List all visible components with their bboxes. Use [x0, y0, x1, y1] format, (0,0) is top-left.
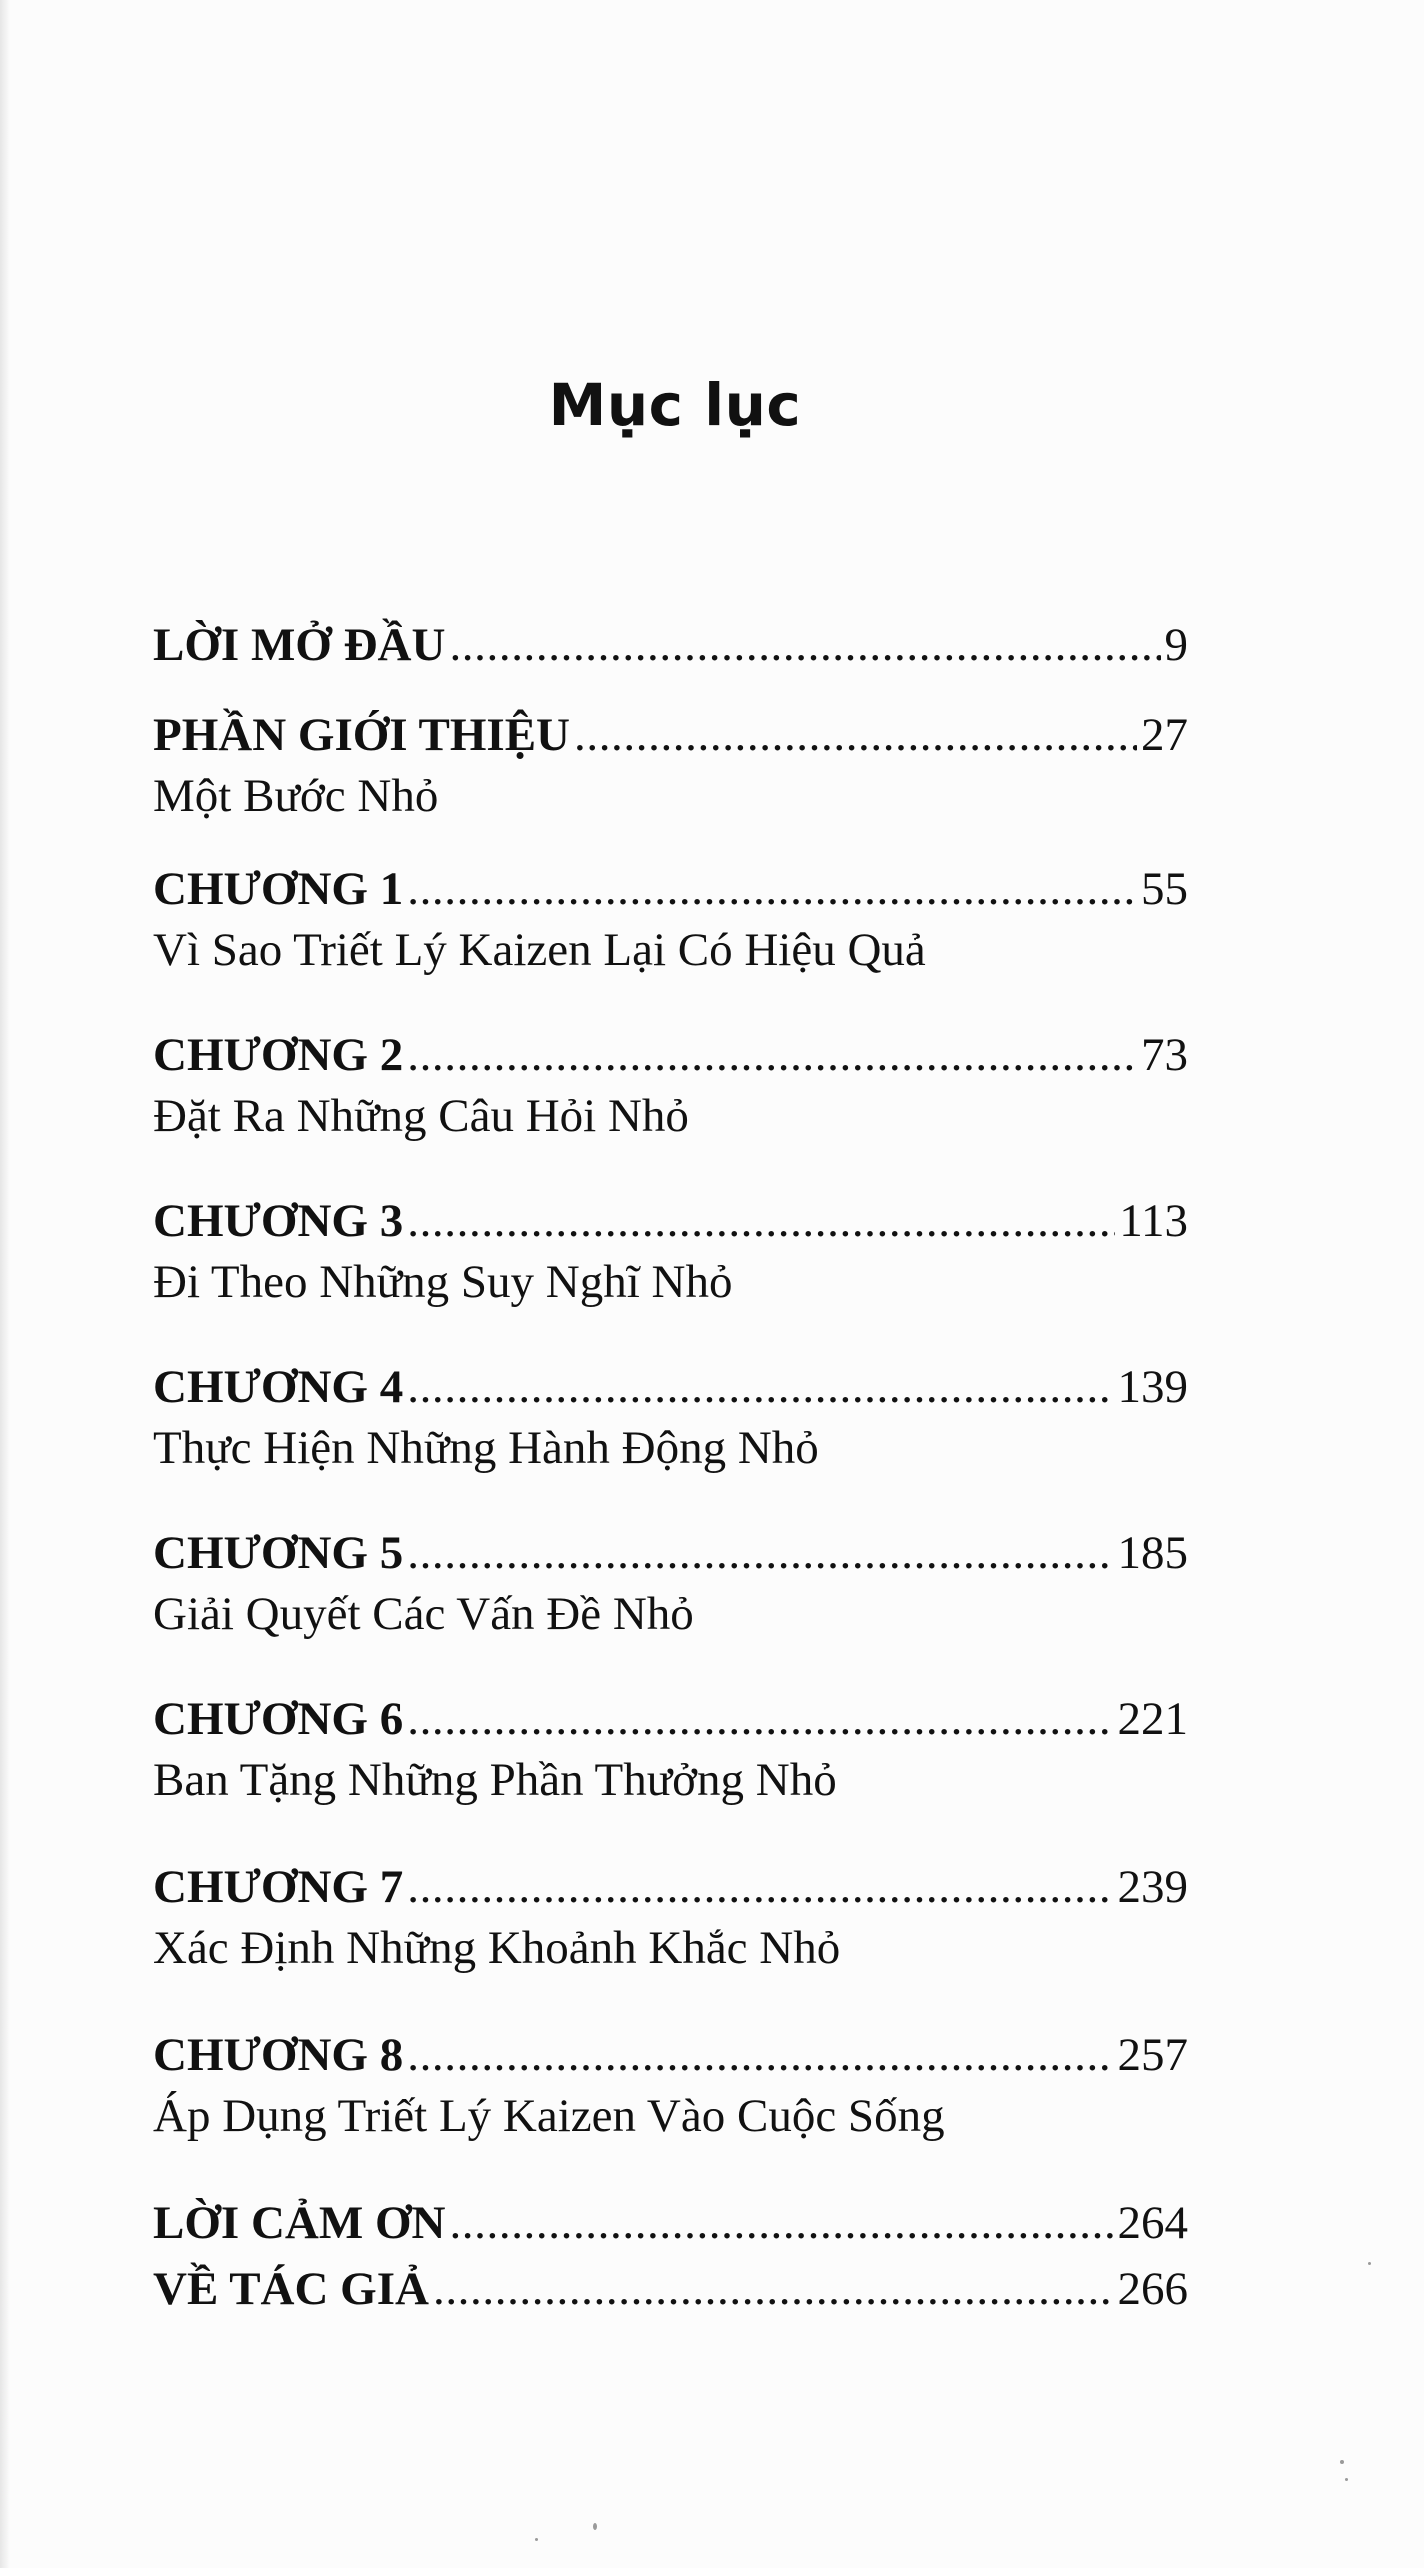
toc-entry-subtitle: Xác Định Những Khoảnh Khắc Nhỏ — [153, 1922, 841, 1974]
toc-entry-page: 264 — [1117, 2197, 1188, 2249]
toc-entry-line — [153, 863, 1188, 915]
dot-leader — [407, 1696, 1113, 1743]
dot-leader — [407, 2032, 1113, 2079]
dot-leader — [407, 1198, 1115, 1245]
toc-entry-chuong-1 — [153, 863, 1188, 976]
toc-entry-page: 139 — [1117, 1361, 1188, 1413]
dot-leader — [574, 712, 1137, 759]
toc-entry-page: 257 — [1117, 2029, 1188, 2081]
toc-entry-subtitle: Giải Quyết Các Vấn Đề Nhỏ — [153, 1588, 694, 1640]
toc-entry-line — [153, 1029, 1188, 1081]
dot-leader — [407, 1864, 1113, 1911]
toc-entry-subtitle: Vì Sao Triết Lý Kaizen Lại Có Hiệu Quả — [153, 924, 926, 976]
toc-entry-chuong-7 — [153, 1861, 1188, 1974]
page-title: Mục lục — [548, 371, 802, 439]
toc-entry-line — [153, 1527, 1188, 1579]
toc-entry-label: VỀ TÁC GIẢ — [153, 2263, 429, 2315]
dot-leader — [407, 866, 1137, 913]
toc-entry-phan-gioi-thieu — [153, 709, 1188, 822]
scan-speck — [535, 2538, 538, 2541]
toc-entry-page: 185 — [1117, 1527, 1188, 1579]
toc-entry-chuong-2 — [153, 1029, 1188, 1142]
toc-entry-line — [153, 2263, 1188, 2315]
toc-entry-label: LỜI CẢM ƠN — [153, 2197, 446, 2249]
toc-entry-loi-mo-dau — [153, 619, 1188, 671]
scan-speck — [1340, 2460, 1344, 2464]
toc-entry-label: CHƯƠNG 8 — [153, 2029, 404, 2081]
toc-entry-label: CHƯƠNG 6 — [153, 1693, 404, 1745]
scan-speck — [1345, 2478, 1348, 2481]
toc-entry-line — [153, 1861, 1188, 1913]
toc-entry-line — [153, 2197, 1188, 2249]
toc-entry-line — [153, 1693, 1188, 1745]
toc-entry-page: 239 — [1117, 1861, 1188, 1913]
toc-entry-chuong-3 — [153, 1195, 1188, 1308]
toc-entry-loi-cam-on — [153, 2197, 1188, 2249]
toc-entry-ve-tac-gia — [153, 2263, 1188, 2315]
scan-speck — [593, 2523, 597, 2530]
toc-entry-label: CHƯƠNG 5 — [153, 1527, 404, 1579]
toc-entry-subtitle: Đi Theo Những Suy Nghĩ Nhỏ — [153, 1256, 733, 1308]
toc-entry-page: 27 — [1141, 709, 1188, 761]
toc-entry-line — [153, 1361, 1188, 1413]
toc-entry-page: 266 — [1117, 2263, 1188, 2315]
toc-entry-subtitle: Thực Hiện Những Hành Động Nhỏ — [153, 1422, 819, 1474]
dot-leader — [449, 622, 1160, 669]
toc-entry-label: PHẦN GIỚI THIỆU — [153, 709, 570, 761]
toc-entry-label: LỜI MỞ ĐẦU — [153, 619, 446, 671]
dot-leader — [407, 1364, 1113, 1411]
toc-entry-line — [153, 2029, 1188, 2081]
toc-entry-subtitle: Ban Tặng Những Phần Thưởng Nhỏ — [153, 1754, 837, 1806]
toc-entry-page: 113 — [1119, 1195, 1188, 1247]
toc-entry-chuong-6 — [153, 1693, 1188, 1806]
toc-entry-subtitle: Một Bước Nhỏ — [153, 770, 439, 822]
toc-entry-line — [153, 1195, 1188, 1247]
dot-leader — [407, 1530, 1113, 1577]
toc-entry-line — [153, 709, 1188, 761]
toc-entry-label: CHƯƠNG 2 — [153, 1029, 404, 1081]
toc-entry-page: 221 — [1117, 1693, 1188, 1745]
toc-entry-label: CHƯƠNG 1 — [153, 863, 404, 915]
dot-leader — [407, 1032, 1137, 1079]
toc-entry-page: 9 — [1164, 619, 1188, 671]
scan-speck — [1368, 2262, 1371, 2265]
toc-entry-label: CHƯƠNG 3 — [153, 1195, 404, 1247]
toc-entry-label: CHƯƠNG 4 — [153, 1361, 404, 1413]
toc-entry-subtitle: Áp Dụng Triết Lý Kaizen Vào Cuộc Sống — [153, 2090, 945, 2142]
toc-entry-chuong-4 — [153, 1361, 1188, 1474]
toc-entry-line — [153, 619, 1188, 671]
toc-entry-label: CHƯƠNG 7 — [153, 1861, 404, 1913]
dot-leader — [433, 2266, 1114, 2313]
toc-entry-page: 73 — [1141, 1029, 1188, 1081]
toc-entry-chuong-5 — [153, 1527, 1188, 1640]
toc-entry-chuong-8 — [153, 2029, 1188, 2142]
dot-leader — [449, 2200, 1113, 2247]
toc-entry-subtitle: Đặt Ra Những Câu Hỏi Nhỏ — [153, 1090, 689, 1142]
toc-entry-page: 55 — [1141, 863, 1188, 915]
